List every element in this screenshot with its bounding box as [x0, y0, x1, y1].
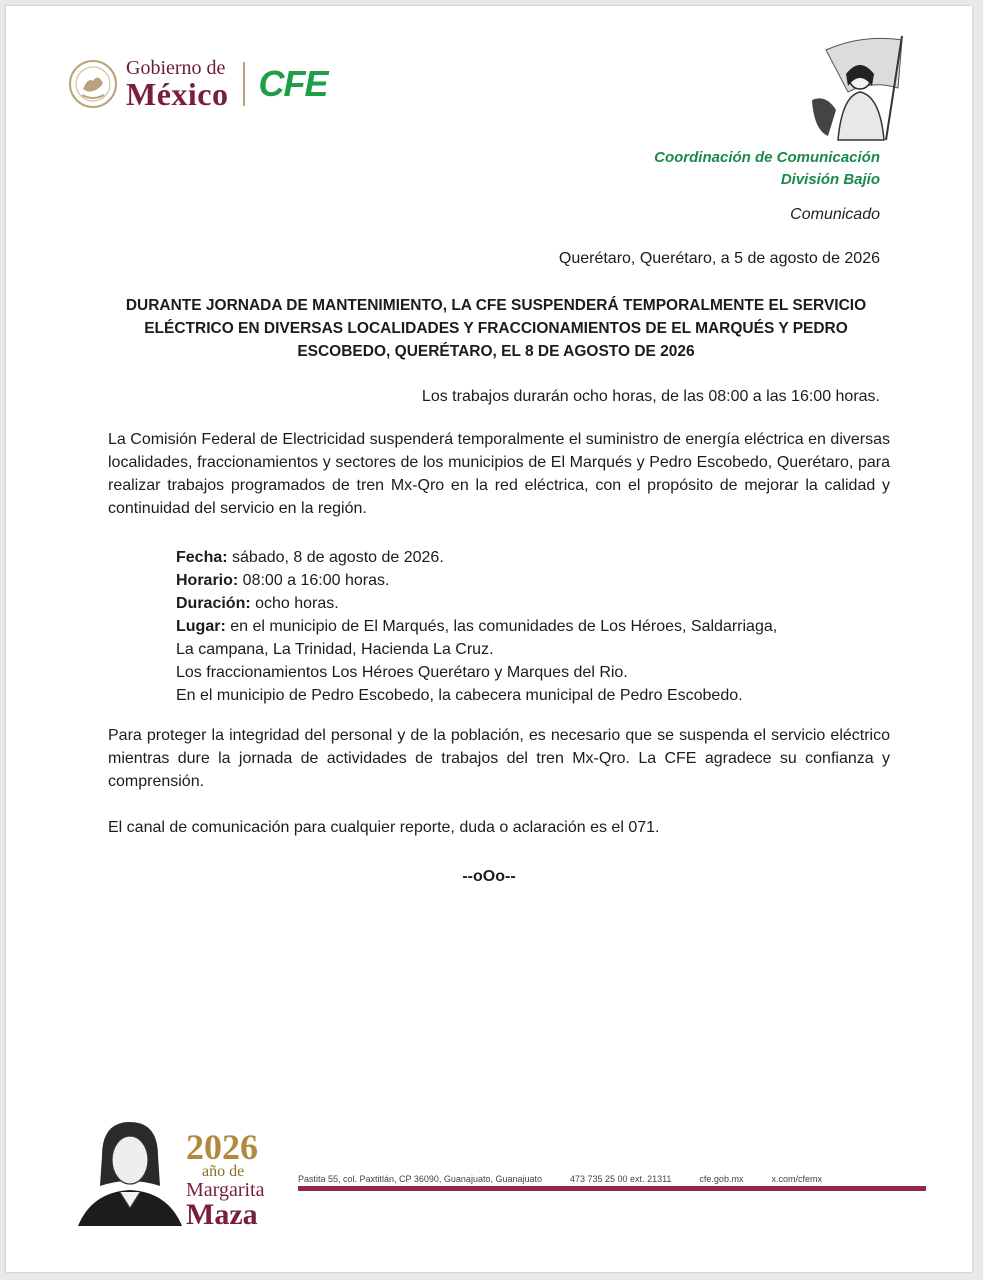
coordination-line: Coordinación de Comunicación	[654, 149, 880, 166]
footer-contact	[298, 1174, 822, 1184]
gobierno-label: Gobierno de	[126, 57, 226, 79]
division-line: División Bajío	[780, 171, 880, 188]
fecha-value: sábado, 8 de agosto de 2026.	[227, 549, 444, 566]
lugar-label: Lugar:	[176, 618, 226, 635]
year-subtitle: año de	[202, 1163, 245, 1180]
footer-address: Pastita 55, col. Paxtitlán, CP 36090, Guanajuato, Guanajuato	[298, 1174, 542, 1184]
detail-fecha	[176, 546, 777, 569]
lugar-line-4: En el municipio de Pedro Escobedo, la cabecera municipal de Pedro Escobedo.	[176, 687, 743, 704]
details-list	[176, 546, 777, 707]
footer-color-bar	[298, 1186, 926, 1191]
closing-mark: --oOo--	[462, 868, 516, 885]
coordination-heading	[654, 147, 880, 191]
horario-value: 08:00 a 16:00 horas.	[238, 572, 390, 589]
year-brand	[186, 1127, 265, 1231]
lugar-line-3: Los fraccionamientos Los Héroes Querétaro y Marques del Rio.	[176, 664, 628, 681]
footer-web: cfe.gob.mx	[699, 1174, 744, 1184]
cfe-logo: CFE	[258, 63, 328, 104]
paragraph-safety: Para proteger la integridad del personal y de la población, es necesario que se suspenda el servicio eléctrico mientras dure la jornada de actividades de trabajos del tren Mx-Qro. La CFE agradece su confianza y comprensión.	[108, 727, 890, 790]
honoree-first-name: Margarita	[186, 1179, 265, 1201]
footer-social: x.com/cfemx	[771, 1174, 822, 1184]
detail-horario	[176, 569, 777, 592]
horario-label: Horario:	[176, 572, 239, 589]
honoree-last-name: Maza	[186, 1198, 258, 1231]
detail-duracion	[176, 592, 777, 615]
logo-divider	[243, 62, 245, 106]
date-line: Querétaro, Querétaro, a 5 de agosto de 2026	[558, 250, 880, 267]
duracion-label: Duración:	[176, 595, 251, 612]
document-page	[6, 6, 972, 1272]
footer-phone: 473 735 25 00 ext. 21311	[570, 1174, 672, 1184]
subheadline: Los trabajos durarán ocho horas, de las 08:00 a las 16:00 horas.	[421, 388, 880, 405]
national-seal-icon	[68, 59, 118, 109]
headline: DURANTE JORNADA DE MANTENIMIENTO, LA CFE SUSPENDERÁ TEMPORALMENTE EL SERVICIO ELÉCTRICO EN DIVERSAS LOCALIDADES Y FRACCIONAMIENTOS DE EL MARQUÉS Y PEDRO ESCOBEDO, QUERÉTARO, EL 8 DE AGOSTO DE 2026	[125, 297, 867, 360]
fecha-label: Fecha:	[176, 549, 228, 566]
paragraph-contact: El canal de comunicación para cualquier reporte, duda o aclaración es el 071.	[108, 819, 660, 836]
year-number: 2026	[186, 1127, 258, 1167]
duracion-value: ocho horas.	[250, 595, 339, 612]
heroine-flag-illustration	[802, 30, 914, 142]
mexico-label: México	[126, 76, 229, 112]
document-type: Comunicado	[790, 206, 880, 223]
gobierno-logo	[68, 58, 328, 110]
paragraph-intro: La Comisión Federal de Electricidad suspenderá temporalmente el suministro de energía eléctrica en diversas localidades, fraccionamientos y sectores de los municipios de El Marqués y Pedro Escobedo, Querétaro, para realizar trabajos programados de tren Mx-Qro en la red eléctrica, con el propósito de mejorar la calidad y continuidad del servicio en la región.	[108, 431, 890, 517]
detail-lugar	[176, 615, 777, 638]
margarita-maza-portrait	[72, 1116, 184, 1226]
lugar-line-2: La campana, La Trinidad, Hacienda La Cruz.	[176, 641, 494, 658]
lugar-value: en el municipio de El Marqués, las comunidades de Los Héroes, Saldarriaga,	[225, 618, 778, 635]
